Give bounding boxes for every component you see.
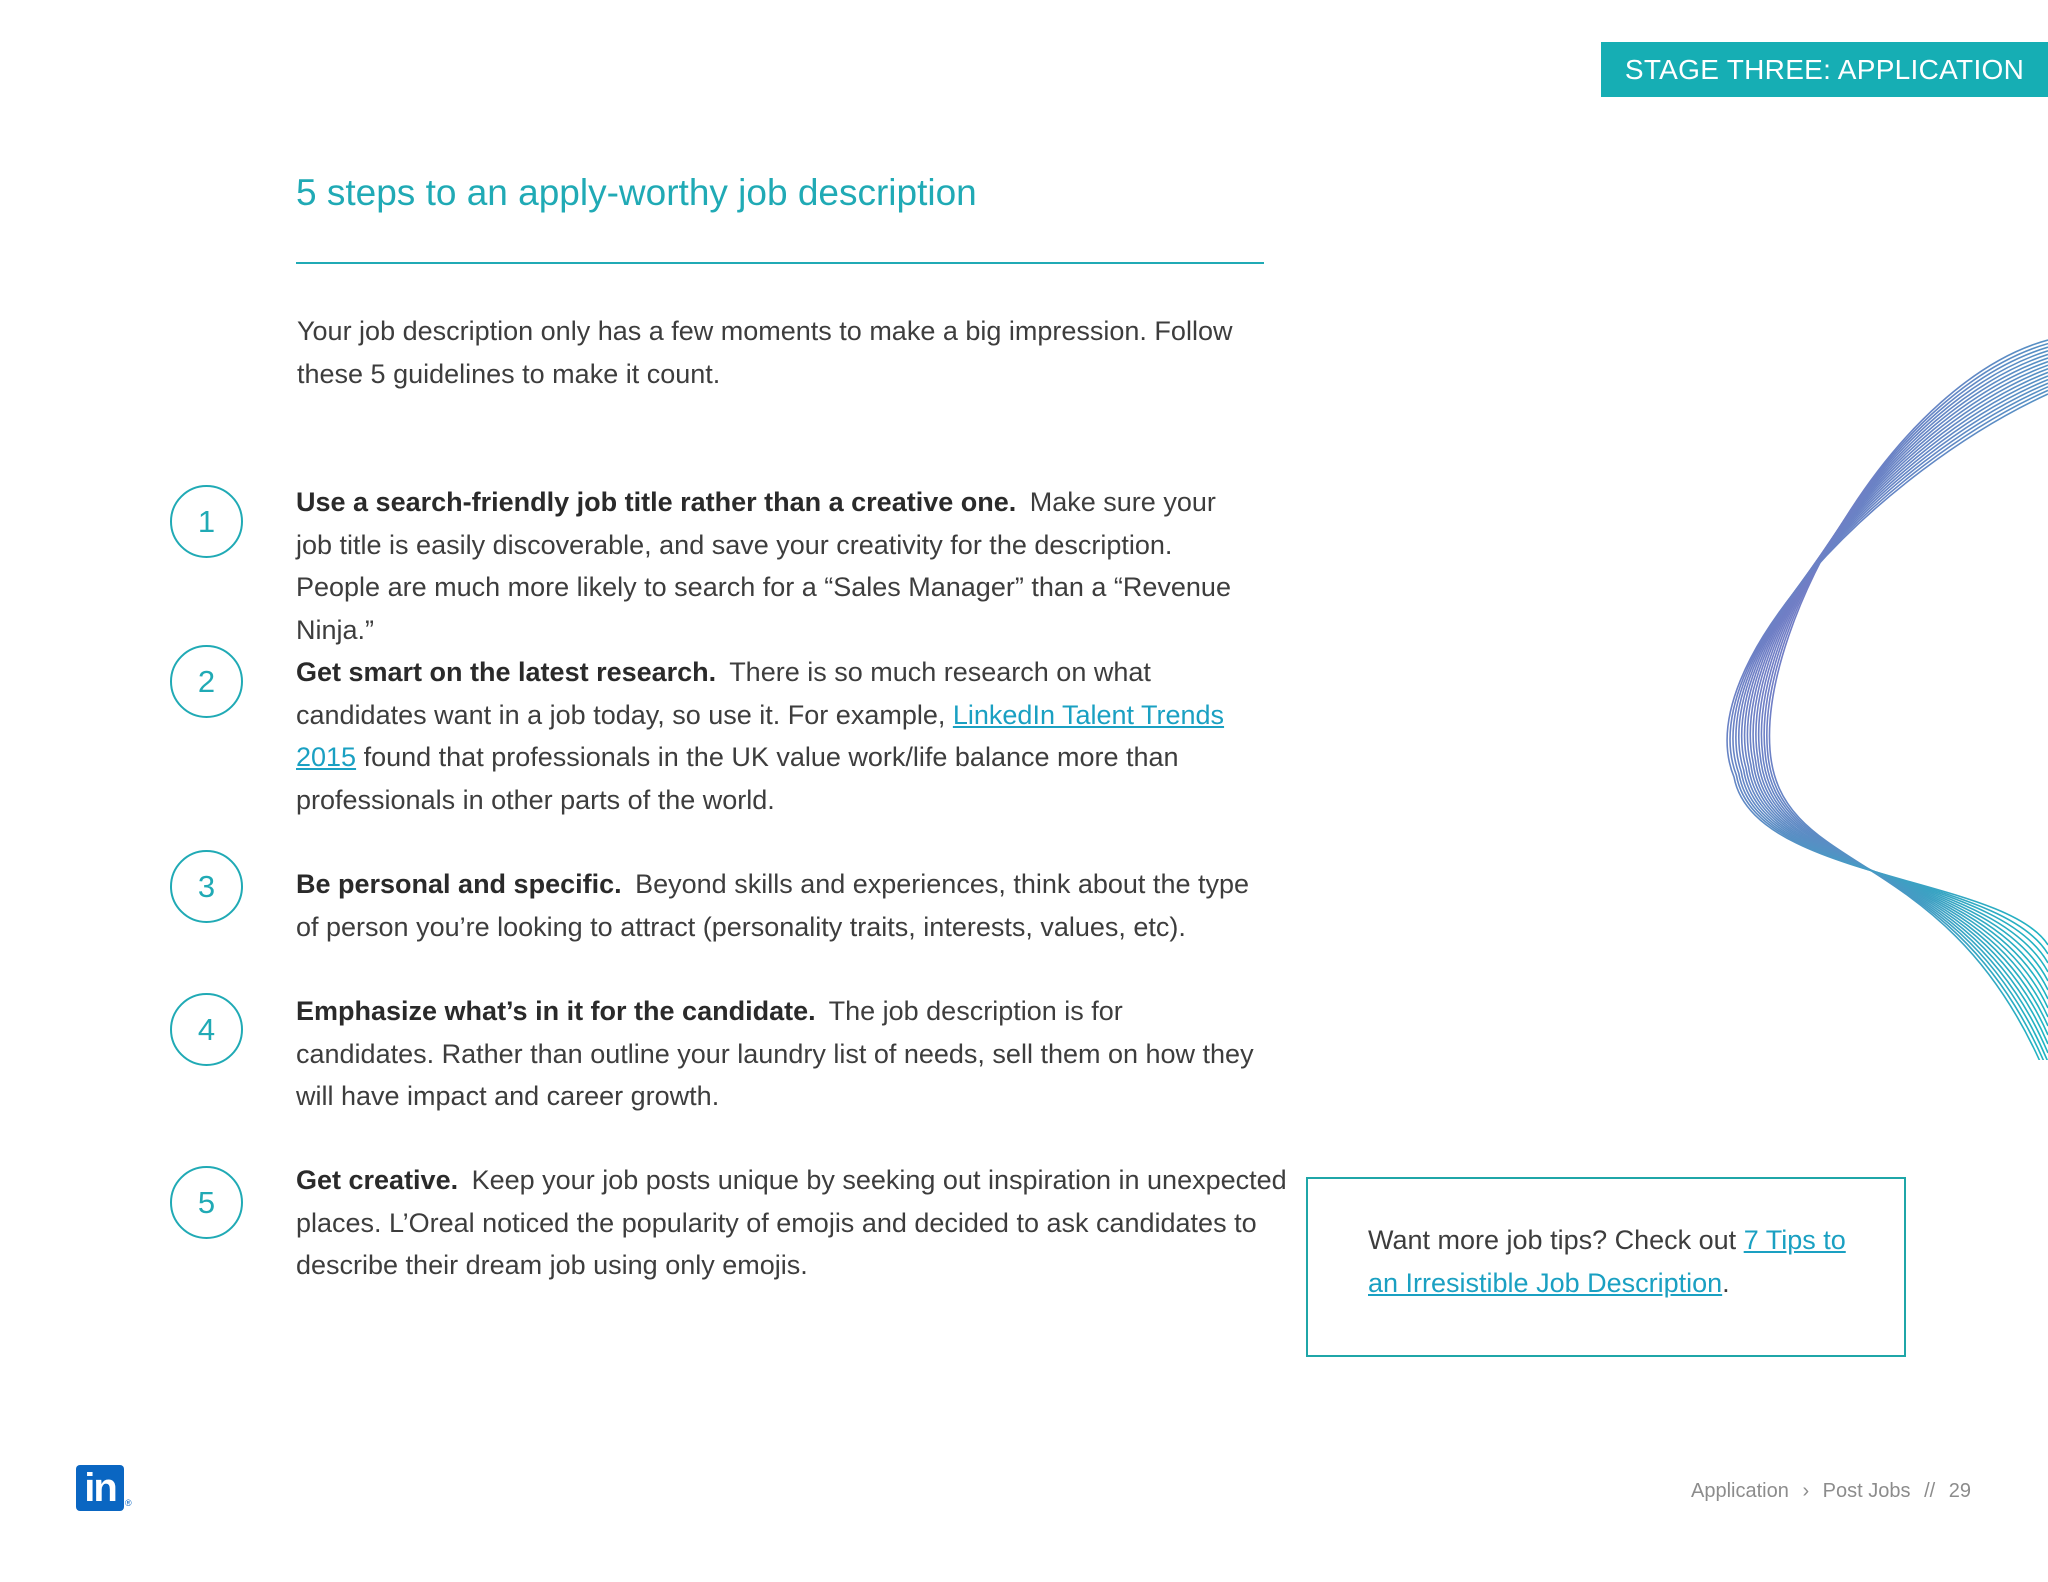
page-number: 29 bbox=[1948, 1480, 1971, 1502]
footer-breadcrumb bbox=[1687, 1480, 1975, 1503]
stage-banner: STAGE THREE: APPLICATION bbox=[1601, 42, 2048, 97]
wave-line bbox=[1756, 358, 2048, 1035]
wave-line bbox=[1750, 365, 2048, 1017]
registered-mark: ® bbox=[125, 1498, 132, 1508]
breadcrumb-separator-icon: › bbox=[1802, 1480, 1810, 1502]
page-title: 5 steps to an apply-worthy job description bbox=[296, 172, 977, 213]
step-body: Make sure your job title is easily discoverable, and save your creativity for the description. People are much more likely to search for a “Sales Manager” than a “Revenue Ninja.” bbox=[296, 487, 1231, 645]
step-number-badge: 2 bbox=[170, 645, 243, 718]
step-number-badge: 1 bbox=[170, 485, 243, 558]
step-item-5 bbox=[296, 1159, 1296, 1287]
linkedin-logo-icon: in bbox=[76, 1465, 124, 1511]
step-number-badge: 4 bbox=[170, 993, 243, 1066]
step-heading: Emphasize what’s in it for the candidate. bbox=[296, 996, 816, 1026]
step-body: found that professionals in the UK value work/life balance more than professionals in other parts of the world. bbox=[296, 742, 1179, 815]
decorative-wave-lines bbox=[1700, 320, 2048, 1060]
linkedin-talent-trends-link[interactable]: LinkedIn Talent Trends 2015 bbox=[296, 699, 1225, 772]
step-item-1 bbox=[296, 481, 1256, 651]
step-item-3 bbox=[296, 863, 1256, 948]
step-heading: Get smart on the latest research. bbox=[296, 657, 717, 687]
step-body: The job description is for candidates. Rather than outline your laundry list of needs, sell them on how they will have impact and career growth. bbox=[296, 996, 1254, 1111]
callout-text: Want more job tips? Check out bbox=[1368, 1225, 1737, 1255]
wave-line bbox=[1767, 344, 2048, 1060]
seven-tips-link[interactable]: 7 Tips to an Irresistible Job Description bbox=[1368, 1225, 1846, 1298]
job-tips-callout bbox=[1306, 1177, 1906, 1357]
intro-paragraph: Your job description only has a few moments to make a big impression. Follow these 5 guidelines to make it count. bbox=[297, 316, 1233, 389]
step-heading: Get creative. bbox=[296, 1165, 459, 1195]
step-body: Keep your job posts unique by seeking out inspiration in unexpected places. L’Oreal noticed the popularity of emojis and decided to ask candidates to describe their dream job using only emojis. bbox=[296, 1165, 1287, 1280]
page-separator: // bbox=[1924, 1480, 1936, 1502]
step-item-2 bbox=[296, 651, 1276, 821]
step-body: Beyond skills and experiences, think about the type of person you’re looking to attract (personality traits, interests, values, etc). bbox=[296, 869, 1250, 942]
callout-punctuation: . bbox=[1722, 1268, 1730, 1298]
breadcrumb-page: Post Jobs bbox=[1822, 1480, 1911, 1502]
title-divider bbox=[296, 262, 1264, 264]
step-body: There is so much research on what candidates want in a job today, so use it. For example, bbox=[296, 657, 1151, 730]
step-heading: Be personal and specific. bbox=[296, 869, 622, 899]
step-item-4 bbox=[296, 990, 1256, 1118]
wave-line bbox=[1759, 354, 2048, 1044]
step-number-badge: 3 bbox=[170, 850, 243, 923]
step-number-badge: 5 bbox=[170, 1166, 243, 1239]
step-heading: Use a search-friendly job title rather than a creative one. bbox=[296, 487, 1017, 517]
breadcrumb-section: Application bbox=[1691, 1480, 1789, 1502]
